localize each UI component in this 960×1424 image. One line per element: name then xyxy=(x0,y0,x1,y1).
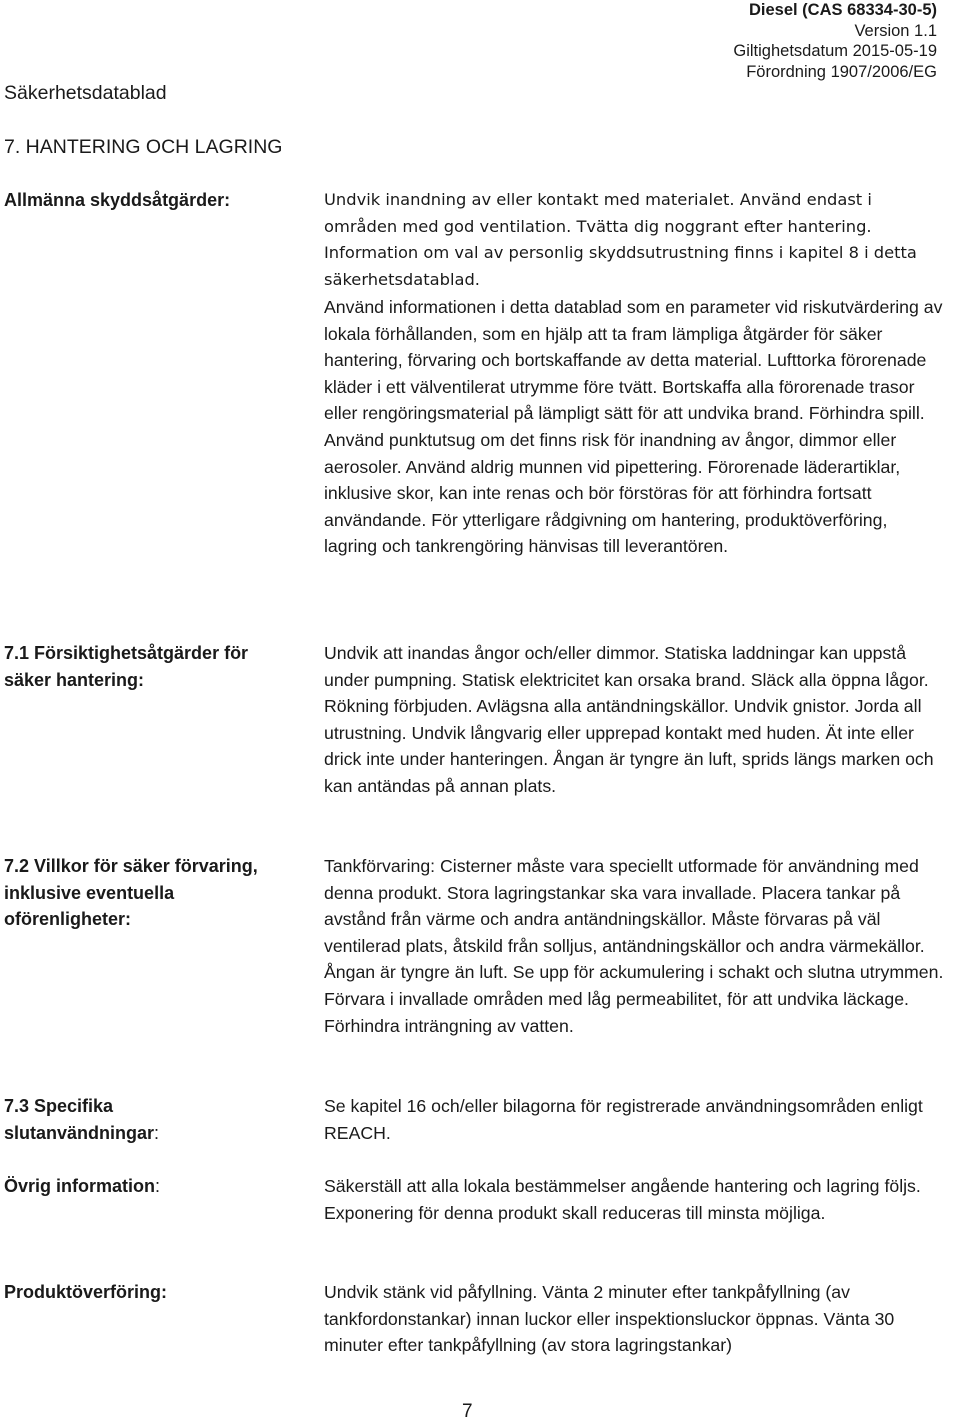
row-label xyxy=(4,853,284,933)
header-meta xyxy=(733,0,937,82)
version: Version 1.1 xyxy=(854,21,937,40)
row-content xyxy=(324,1173,944,1226)
end-use-text: Se kapitel 16 och/eller bilagorna för registrerade användningsområden enligt REACH. xyxy=(324,1096,923,1143)
document-title: Säkerhetsdatablad xyxy=(4,82,167,104)
product-name: Diesel (CAS 68334-30-5) xyxy=(748,1,937,19)
regulation: Förordning 1907/2006/EG xyxy=(746,62,937,81)
valid-date: Giltighetsdatum 2015-05-19 xyxy=(733,42,937,60)
row-content-2 xyxy=(324,294,944,560)
safe-handling-text: Undvik att inandas ångor och/eller dimmor. Statiska laddningar kan uppstå under pumpning. Statisk elektricitet kan orsaka brand. Släck alla öppna lågor. Rökning förbjuden. Avlägsna alla antändningskällor. Undvik gnistor. Jorda all utrustning. Undvik långvarig eller upprepad kontakt med huden. Ät inte eller drick inte under hanteringen. Ångan är tyngre än luft, sprids längs marken och kan antändas på annan plats. xyxy=(324,643,934,796)
row-label-colon: : xyxy=(155,1176,161,1196)
row-label-text: Allmänna skyddsåtgärder: xyxy=(4,190,231,210)
row-label xyxy=(4,1279,294,1306)
general-paragraph-2: Använd informationen i detta datablad som en parameter vid riskutvärdering av lokala förhållanden, som en hjälp att ta fram lämpliga åtgärder för säker hantering, förvaring och bortskaffande av detta material. Lufttorka förorenade kläder i ett välventilerat utrymme före tvätt. Bortskaffa alla förorenade trasor eller rengöringsmaterial på lämpligt sätt för att undvika brand. Förhindra spill. Använd punktutsug om det finns risk för inandning av ångor, dimmor eller aerosoler. Använd aldrig munnen vid pipettering. Förorenade läderartiklar, inklusive skor, kan inte renas och bör förstöras för att förhindra fortsatt användande. För ytterligare rådgivning om hantering, produktöverföring, lagring och tankrengöring hänvisas till leverantören. xyxy=(324,297,943,557)
row-label-text: 7.1 Försiktighetsåtgärder för säker hantering: xyxy=(4,643,249,690)
page-number: 7 xyxy=(462,1401,473,1422)
row-label-text: Övrig information xyxy=(4,1176,156,1196)
row-label xyxy=(4,640,274,693)
safe-storage-text: Tankförvaring: Cisterner måste vara speciellt utformade för användning med denna produkt. Stora lagringstankar ska vara invallade. Placera tankar på avstånd från värme och andra antändningskällor. Måste förvaras på väl ventilerad plats, åtskild från solljus, antändningskällor och andra värmekällor. Ångan är tyngre än luft. Se upp för ackumulering i schakt och slutna utrymmen. Förvara i invallade områden med låg permeabilitet, för att undvika läckage. Förhindra inträngning av vatten. xyxy=(324,856,944,1036)
row-content xyxy=(324,1093,944,1146)
general-paragraph-1: Undvik inandning av eller kontakt med materialet. Använd endast i områden med god ventilation. Tvätta dig noggrant efter hantering. Information om val av personlig skyddsutrustning finns i kapitel 8 i detta säkerhetsdatablad. xyxy=(324,190,917,289)
row-content xyxy=(324,187,944,293)
row-label xyxy=(4,1173,294,1200)
row-label xyxy=(4,187,294,214)
row-label-text: 7.2 Villkor för säker förvaring, inklusive eventuella oförenligheter: xyxy=(4,856,258,930)
product-transfer-text: Undvik stänk vid påfyllning. Vänta 2 minuter efter tankpåfyllning (av tankfordonstankar) innan luckor eller inspektionsluckor öppnas. Vänta 30 minuter efter tankpåfyllning (av stora lagringstankar) xyxy=(324,1282,895,1356)
row-content xyxy=(324,640,944,800)
other-info-text: Säkerställ att alla lokala bestämmelser angående hantering och lagring följs. Exponering för denna produkt skall reduceras till minsta möjliga. xyxy=(324,1176,921,1223)
row-label-colon: : xyxy=(154,1122,160,1143)
row-label-text: 7.3 Specifika slutanvändningar xyxy=(4,1096,155,1143)
section-title: 7. HANTERING OCH LAGRING xyxy=(4,136,283,158)
row-content xyxy=(324,1279,944,1359)
row-content xyxy=(324,853,944,1039)
row-label-text: Produktöverföring: xyxy=(4,1282,168,1302)
row-label xyxy=(4,1093,184,1146)
